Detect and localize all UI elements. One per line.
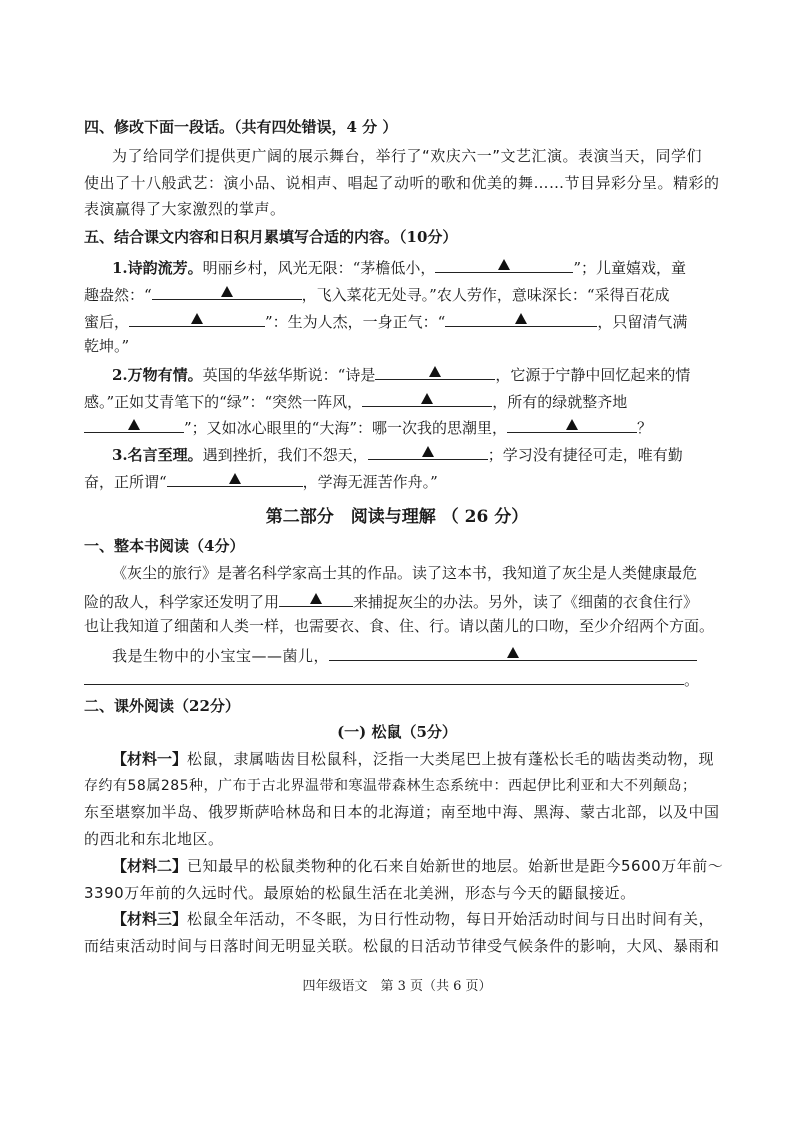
q1-text: 乾坤。” [84,337,130,355]
section-5-heading: 五、结合课文内容和日积月累填写合适的内容。（10分） [84,228,458,246]
fill-blank[interactable] [445,309,597,327]
fill-blank[interactable] [167,469,303,487]
material-2-label: 【材料二】 [112,857,188,875]
q3-line-2 [84,469,438,492]
material-text: 的西北和东北地区。 [84,830,224,848]
reading-2-heading: 二、课外阅读（22分） [84,697,240,715]
q3-text: ；学习没有捷径可走，唯有勤 [487,446,683,464]
q1-text: ，飞入菜花无处寻。”农人劳作，意味深长：“采得百花成 [301,286,670,304]
q2-label: 2.万物有情。 [112,366,203,384]
q1-text: 蜜后， [84,313,130,331]
triangle-icon [421,393,433,404]
q3-text: 奋，正所谓“ [84,473,167,491]
q3-text: 遇到挫折，我们不怨天， [202,446,368,464]
fill-blank[interactable] [375,362,495,380]
material-text: 存约有58属285种，广布于古北界温带和寒温带森林生态系统中：西起伊比利亚和大不列颠岛； [84,778,697,794]
q1-text: 趣盎然：“ [84,286,152,304]
triangle-icon [128,419,140,430]
q1-text: ，只留清气满 [597,313,688,331]
fill-blank[interactable] [362,389,492,407]
triangle-icon [515,313,527,324]
answer-end-mark: 。 [684,671,700,689]
passage-subtitle: (一) 松鼠（5分） [337,723,457,741]
reading-1-text: 来捕捉灰尘的办法。另外，读了《细菌的衣食住行》 [353,593,699,611]
material-text: 而结束活动时间与日落时间无明显关联。松鼠的日活动节律受气候条件的影响，大风、暴雨和 [84,937,720,955]
fill-blank[interactable] [435,255,573,273]
material-1-label: 【材料一】 [112,750,188,768]
reading-1-text: 《灰尘的旅行》是著名科学家高士其的作品。读了这本书，我知道了灰尘是人类健康最危 [112,564,698,582]
section-4-heading: 四、修改下面一段话。（共有四处错误，4 分 ） [84,118,398,136]
material-text: 3390万年前的久远时代。最原始的松鼠生活在北美洲，形态与今天的鼯鼠接近。 [84,884,636,902]
answer-blank[interactable] [329,643,697,661]
fill-blank[interactable] [152,282,302,300]
material-3-label: 【材料三】 [112,910,188,928]
q2-text: 英国的华兹华斯说：“诗是 [202,366,376,384]
triangle-icon [221,286,233,297]
part-2-title: 第二部分 阅读与理解 （ 26 分） [265,507,529,527]
q2-line-1 [112,362,690,385]
fill-blank[interactable] [507,415,637,433]
triangle-icon [507,647,519,658]
q3-label: 3.名言至理。 [112,446,203,464]
material-text: 松鼠，隶属啮齿目松鼠科，泛指一大类尾巴上披有蓬松长毛的啮齿类动物，现 [187,750,715,768]
fill-blank[interactable] [279,589,353,607]
material-text: 东至堪察加半岛、俄罗斯萨哈林岛和日本的北海道；南至地中海、黑海、蒙古北部，以及中国 [84,803,720,821]
triangle-icon [498,259,510,270]
section-4-text-line: 表演赢得了大家激烈的掌声。 [84,200,286,218]
q1-line-2 [84,282,670,305]
triangle-icon [191,313,203,324]
triangle-icon [566,419,578,430]
q1-label: 1.诗韵流芳。 [112,259,203,277]
q2-text: ”；又如冰心眼里的“大海”：哪一次我的思潮里， [184,419,508,437]
triangle-icon [310,593,322,604]
q3-text: ，学海无涯苦作舟。” [302,473,438,491]
triangle-icon [229,473,241,484]
q2-text: ，所有的绿就整齐地 [492,393,628,411]
reading-1-prompt: 我是生物中的小宝宝——菌儿， [112,647,330,665]
material-3-line [112,909,714,929]
q3-line-1 [112,442,683,465]
fill-blank[interactable] [368,442,488,460]
q2-text: 感。”正如艾青笔下的“绿”：“突然一阵风， [84,393,363,411]
q1-text: ”：生为人杰，一身正气：“ [265,313,446,331]
triangle-icon [429,366,441,377]
q1-text: ”；儿童嬉戏，童 [573,259,687,277]
q2-text: ，它源于宁静中回忆起来的情 [495,366,691,384]
q2-text: ？ [637,419,653,437]
reading-1-line [84,589,698,612]
q1-line-3 [84,309,687,332]
reading-1-answer-line [112,643,697,666]
triangle-icon [422,446,434,457]
material-text: 已知最早的松鼠类物种的化石来自始新世的地层。始新世是距今5600万年前～ [187,857,724,875]
material-1-line [112,749,714,769]
fill-blank[interactable] [84,415,184,433]
reading-1-text: 险的敌人，科学家还发明了用 [84,593,280,611]
page-footer: 四年级语文 第 3 页（共 6 页） [302,979,492,994]
material-text: 松鼠全年活动，不冬眠，为日行性动物，每日开始活动时间与日出时间有关， [187,910,715,928]
q1-line-1 [112,255,686,278]
section-4-text-line: 使出了十八般武艺：演小品、说相声、唱起了动听的歌和优美的舞……节目异彩分呈。精彩的 [84,174,720,192]
reading-1-text: 也让我知道了细菌和人类一样，也需要衣、食、住、行。请以菌儿的口吻，至少介绍两个方面。 [84,617,715,635]
q2-line-3 [84,415,652,438]
material-2-line [112,856,723,876]
q2-line-2 [84,389,627,412]
reading-1-heading: 一、整本书阅读（4分） [84,537,245,555]
fill-blank[interactable] [129,309,265,327]
section-4-text-line: 为了给同学们提供更广阔的展示舞台，举行了“欢庆六一”文艺汇演。表演当天，同学们 [112,147,703,165]
answer-blank-line[interactable] [84,684,684,685]
q1-text: 明丽乡村，风光无限：“茅檐低小， [202,259,436,277]
